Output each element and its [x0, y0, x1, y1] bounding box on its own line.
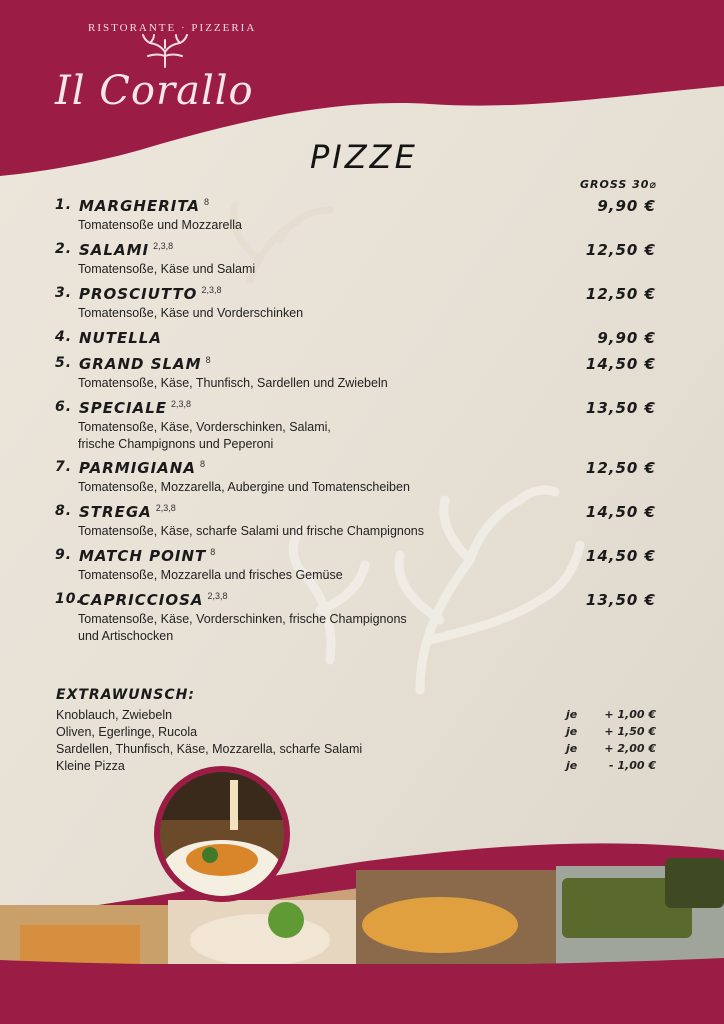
item-name: STREGA $^{2,3,8}$ [79, 503, 176, 521]
item-number: 6. [55, 399, 73, 415]
extra-label: Knoblauch, Zwiebeln [56, 708, 173, 722]
extra-price: + 1,50 € [604, 725, 656, 738]
allergen-codes: 8 [199, 459, 205, 469]
extra-row [56, 742, 656, 760]
restaurant-logo: Il Corallo [55, 68, 254, 114]
item-number: 10. [55, 591, 83, 607]
item-description: Tomatensoße und Mozzarella [78, 218, 242, 232]
item-name: PROSCIUTTO $^{2,3,8}$ [79, 285, 222, 303]
item-price: 14,50 € [585, 355, 656, 373]
item-price: 12,50 € [585, 285, 656, 303]
coral-logo-icon [136, 34, 194, 68]
extra-row [56, 759, 656, 777]
item-description: Tomatensoße, Käse und Vorderschinken [78, 306, 304, 320]
item-name: SALAMI $^{2,3,8}$ [79, 241, 174, 259]
item-number: 8. [55, 503, 73, 519]
size-label: GROSS 30⌀ [580, 178, 658, 191]
item-price: 14,50 € [585, 503, 656, 521]
allergen-codes: 2,3,8 [153, 241, 174, 251]
item-number: 4. [55, 329, 73, 345]
section-title: PIZZE [310, 138, 418, 176]
item-price: 12,50 € [585, 459, 656, 477]
item-price: 12,50 € [585, 241, 656, 259]
item-name: PARMIGIANA $^8$ [79, 459, 205, 477]
extra-row [56, 725, 656, 743]
item-description: Tomatensoße, Mozzarella, Aubergine und Tomatenscheiben [78, 480, 410, 494]
extra-row [56, 708, 656, 726]
extra-je: je [566, 742, 578, 755]
item-price: 13,50 € [585, 591, 656, 609]
item-number: 5. [55, 355, 73, 371]
item-description: Tomatensoße, Käse, Thunfisch, Sardellen und Zwiebeln [78, 376, 388, 390]
item-name: MATCH POINT $^8$ [79, 547, 216, 565]
extra-je: je [566, 708, 578, 721]
allergen-codes: 2,3,8 [171, 399, 192, 409]
item-description: Tomatensoße, Käse und Salami [78, 262, 256, 276]
extra-label: Sardellen, Thunfisch, Käse, Mozzarella, scharfe Salami [56, 742, 363, 756]
item-number: 3. [55, 285, 73, 301]
item-description: Tomatensoße, Mozzarella und frisches Gemüse [78, 568, 343, 582]
extra-je: je [566, 725, 578, 738]
extra-price: + 2,00 € [604, 742, 656, 755]
item-number: 9. [55, 547, 73, 563]
extra-price: - 1,00 € [608, 759, 656, 772]
item-name: GRAND SLAM $^8$ [79, 355, 211, 373]
item-number: 1. [55, 197, 73, 213]
item-price: 9,90 € [597, 197, 656, 215]
extra-label: Oliven, Egerlinge, Rucola [56, 725, 198, 739]
item-number: 2. [55, 241, 73, 257]
extra-label: Kleine Pizza [56, 759, 125, 773]
item-description: Tomatensoße, Käse, scharfe Salami und frische Champignons [78, 524, 425, 538]
extra-price: + 1,00 € [604, 708, 656, 721]
item-number: 7. [55, 459, 73, 475]
allergen-codes: 2,3,8 [201, 285, 222, 295]
item-name: MARGHERITA $^8$ [79, 197, 210, 215]
item-price: 9,90 € [597, 329, 656, 347]
allergen-codes: 2,3,8 [155, 503, 176, 513]
extra-je: je [566, 759, 578, 772]
item-description: Tomatensoße, Käse, Vorderschinken, frische Champignons und Artischocken [78, 612, 407, 643]
item-name: SPECIALE $^{2,3,8}$ [79, 399, 192, 417]
allergen-codes: 8 [204, 197, 210, 207]
item-price: 13,50 € [585, 399, 656, 417]
allergen-codes: 8 [210, 547, 216, 557]
item-description: Tomatensoße, Käse, Vorderschinken, Salami, frische Champignons und Peperoni [78, 420, 331, 451]
restaurant-tagline: RISTORANTE · PIZZERIA [88, 22, 257, 34]
item-price: 14,50 € [585, 547, 656, 565]
item-name: CAPRICCIOSA $^{2,3,8}$ [79, 591, 228, 609]
allergen-codes: 2,3,8 [207, 591, 228, 601]
item-name: NUTELLA [79, 329, 162, 347]
allergen-codes: 8 [205, 355, 211, 365]
extras-title: EXTRAWUNSCH: [56, 687, 195, 703]
